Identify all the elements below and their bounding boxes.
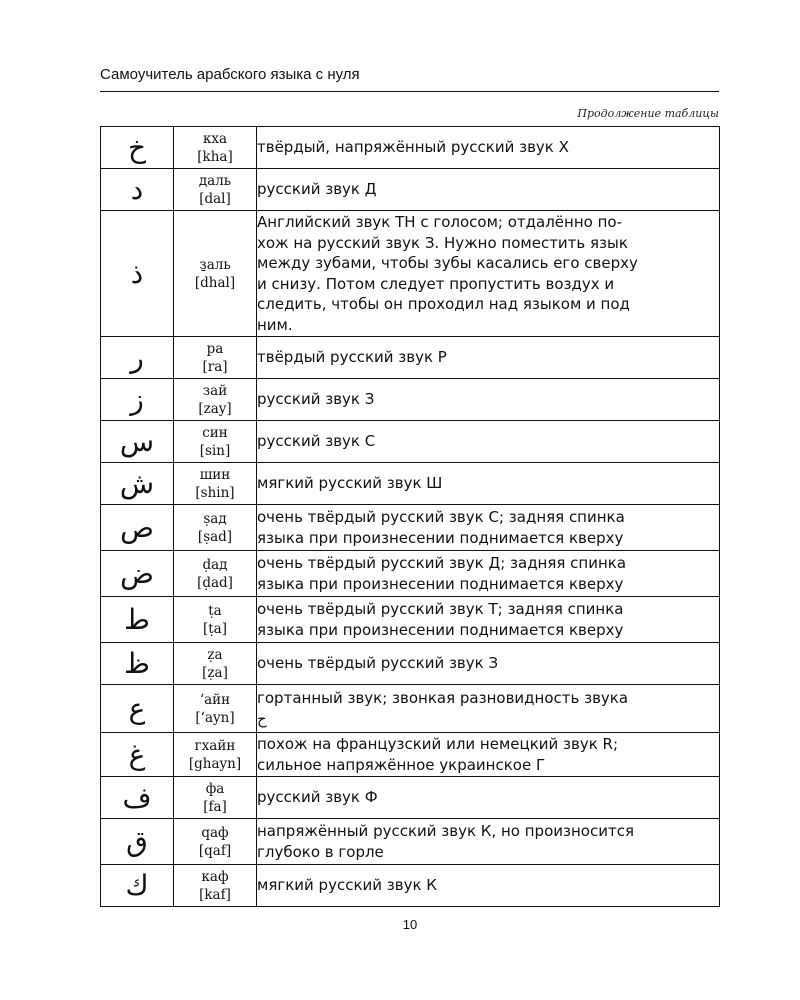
arabic-letter: ع	[101, 685, 174, 733]
letter-name-cell	[174, 777, 257, 819]
page-number: 10	[402, 917, 418, 932]
table-row	[101, 551, 720, 597]
arabic-letter: ف	[101, 777, 174, 819]
table-row	[101, 865, 720, 907]
letter-name: син	[202, 424, 228, 441]
letter-name-cell	[174, 379, 257, 421]
pronunciation-description: русский звук Д	[257, 169, 720, 211]
letter-name: зай	[202, 382, 228, 399]
letter-name-cell	[174, 643, 257, 685]
letter-name-cell	[174, 505, 257, 551]
letter-transliteration: [ra]	[202, 358, 228, 375]
letter-name-cell	[174, 169, 257, 211]
table-row	[101, 169, 720, 211]
letter-name: ʻайн	[199, 691, 231, 708]
letter-name: гхайн	[194, 737, 236, 754]
letter-name-cell	[174, 865, 257, 907]
pronunciation-description: русский звук Ф	[257, 777, 720, 819]
arabic-letter: ض	[101, 551, 174, 597]
table-row	[101, 127, 720, 169]
table-row	[101, 597, 720, 643]
arabic-letter: ر	[101, 337, 174, 379]
arabic-letter: ظ	[101, 643, 174, 685]
pronunciation-description: очень твёрдый русский звук Д; задняя спинка языка при произнесении поднимается кверху	[257, 551, 720, 597]
arabic-letter: غ	[101, 733, 174, 777]
letter-transliteration: [kaf]	[199, 886, 231, 903]
pronunciation-description: гортанный звук; звонкая разновидность звука ح	[257, 685, 720, 733]
letter-name: фа	[205, 780, 225, 797]
table-continuation-note: Продолжение таблицы	[577, 107, 719, 120]
arabic-letter: ش	[101, 463, 174, 505]
letter-name: ẓа	[207, 646, 223, 663]
table-row	[101, 421, 720, 463]
letter-name-cell	[174, 597, 257, 643]
table-row	[101, 379, 720, 421]
pronunciation-description: очень твёрдый русский звук Т; задняя спинка языка при произнесении поднимается кверху	[257, 597, 720, 643]
letter-name-cell	[174, 421, 257, 463]
table-row	[101, 463, 720, 505]
letter-name-cell	[174, 211, 257, 337]
pronunciation-description: твёрдый, напряжённый русский звук Х	[257, 127, 720, 169]
letter-name: ṭа	[208, 602, 222, 619]
letter-name-cell	[174, 733, 257, 777]
letter-name: qаф	[201, 824, 229, 841]
arabic-letter: ذ	[101, 211, 174, 337]
letter-transliteration: [sin]	[199, 442, 231, 459]
arabic-letter: س	[101, 421, 174, 463]
letter-name-cell	[174, 819, 257, 865]
pronunciation-description: Английский звук TH с голосом; отдалённо по- хож на русский звук З. Нужно поместить язык между зубами, чтобы зубы касались его сверху и снизу. Потом следует пропустить воздух и следить, чтобы он проходил над языком и под ним.	[257, 211, 720, 337]
arabic-letter: د	[101, 169, 174, 211]
letter-transliteration: [qaf]	[198, 842, 232, 859]
table-row	[101, 777, 720, 819]
arabic-letter: ك	[101, 865, 174, 907]
pronunciation-description: напряжённый русский звук К, но произносится глубоко в горле	[257, 819, 720, 865]
arabic-letter: ص	[101, 505, 174, 551]
running-head-title: Самоучитель арабского языка с нуля	[100, 66, 360, 83]
pronunciation-description: мягкий русский звук Ш	[257, 463, 720, 505]
pronunciation-description: похож на французский или немецкий звук R; сильное напряжённое украинское Г	[257, 733, 720, 777]
letter-name: шин	[199, 466, 231, 483]
table-row	[101, 643, 720, 685]
letter-name: даль	[198, 172, 232, 189]
letter-name: ра	[206, 340, 224, 357]
arabic-letter: ط	[101, 597, 174, 643]
table-row	[101, 685, 720, 733]
letter-name: з̱аль	[199, 256, 231, 273]
letter-transliteration: [ẓa]	[202, 664, 228, 681]
letter-transliteration: [ṣad]	[197, 528, 233, 545]
pronunciation-description: твёрдый русский звук Р	[257, 337, 720, 379]
header-divider	[100, 91, 719, 92]
letter-transliteration: [ṭa]	[202, 620, 227, 637]
pronunciation-description: мягкий русский звук К	[257, 865, 720, 907]
pronunciation-description: русский звук З	[257, 379, 720, 421]
table-row	[101, 733, 720, 777]
letter-transliteration: [dal]	[199, 190, 231, 207]
table-row	[101, 211, 720, 337]
table-row	[101, 337, 720, 379]
table-row	[101, 505, 720, 551]
letter-name-cell	[174, 685, 257, 733]
arabic-letter: خ	[101, 127, 174, 169]
letter-name-cell	[174, 463, 257, 505]
letter-transliteration: [shin]	[195, 484, 235, 501]
letter-name-cell	[174, 551, 257, 597]
letter-transliteration: [fa]	[203, 798, 227, 815]
letter-transliteration: [dhal]	[194, 274, 236, 291]
letter-transliteration: [ʻayn]	[195, 709, 235, 726]
pronunciation-description: русский звук С	[257, 421, 720, 463]
arabic-letters-table	[100, 126, 720, 907]
letter-transliteration: [ḍad]	[197, 574, 233, 591]
letter-transliteration: [zay]	[198, 400, 232, 417]
letter-name: каф	[201, 868, 229, 885]
letter-name-cell	[174, 127, 257, 169]
pronunciation-description: очень твёрдый русский звук З	[257, 643, 720, 685]
letter-name: ḍад	[202, 556, 228, 573]
letter-transliteration: [ghayn]	[188, 755, 242, 772]
letter-name-cell	[174, 337, 257, 379]
pronunciation-description: очень твёрдый русский звук С; задняя спинка языка при произнесении поднимается кверху	[257, 505, 720, 551]
letter-name: кха	[202, 130, 228, 147]
arabic-letter: ق	[101, 819, 174, 865]
arabic-letter: ز	[101, 379, 174, 421]
table-row	[101, 819, 720, 865]
letter-name: ṣад	[203, 510, 227, 527]
letter-transliteration: [kha]	[197, 148, 233, 165]
letters-table-body	[101, 127, 720, 907]
